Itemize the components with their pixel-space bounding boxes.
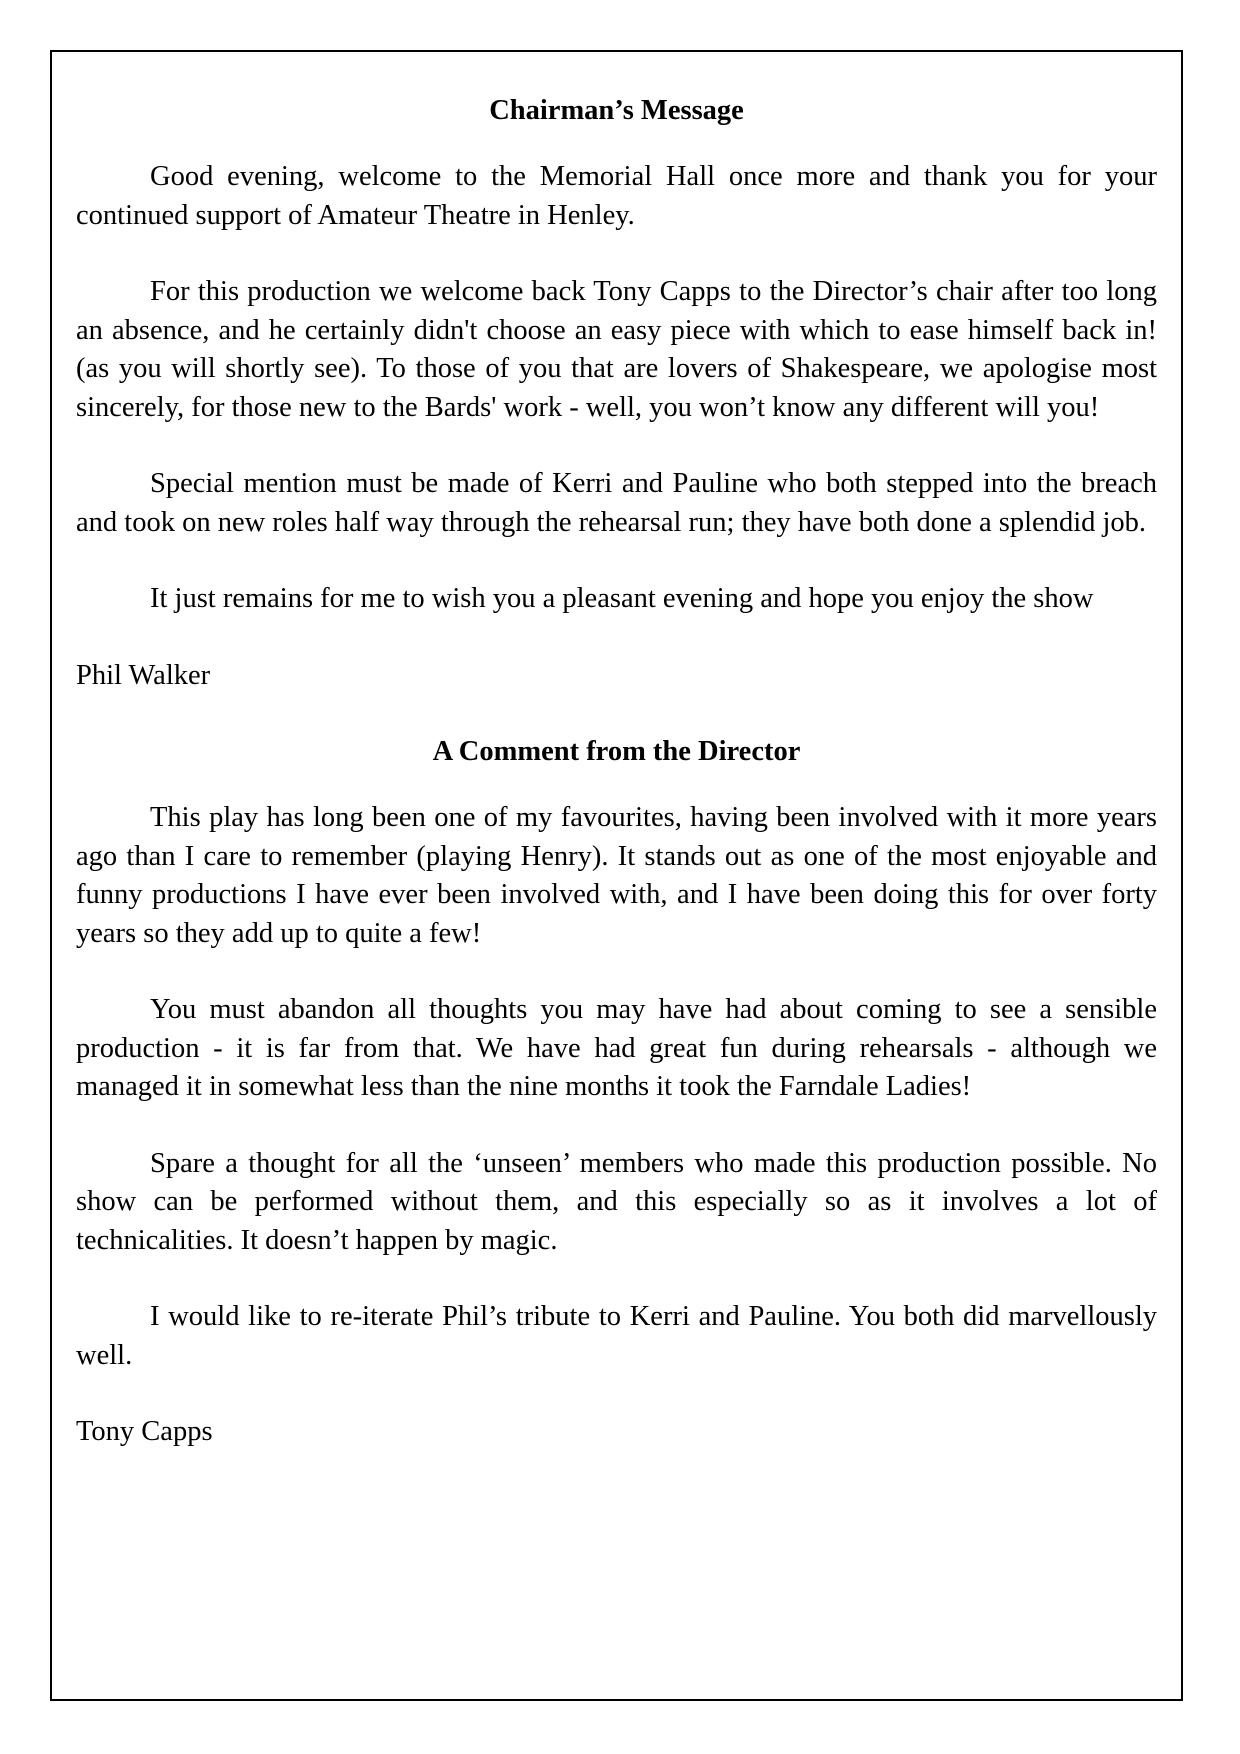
director-signature: Tony Capps: [76, 1416, 213, 1447]
chairman-paragraph-4: It just remains for me to wish you a pleasant evening and hope you enjoy the show: [150, 583, 1094, 614]
chairman-signature: Phil Walker: [76, 659, 211, 691]
page-border: [50, 50, 1183, 1701]
chairman-paragraph-3: Special mention must be made of Kerri and Pauline who both stepped into the breach and took on new roles half way through the rehearsal run; they have both done a splendid job.: [76, 468, 1157, 538]
director-paragraph-1: This play has long been one of my favourites, having been involved with it more years ago than I care to remember (playing Henry). It stands out as one of the most enjoyable and funny productions I have ever been involved with, and I have been doing this for over forty years so they add up to quite a few!: [76, 802, 1157, 949]
director-comment-title: A Comment from the Director: [432, 736, 801, 767]
chairman-message-title: Chairman’s Message: [489, 95, 744, 126]
chairman-paragraph-1: Good evening, welcome to the Memorial Hall once more and thank you for your continued support of Amateur Theatre in Henley.: [76, 161, 1157, 231]
director-paragraph-2: You must abandon all thoughts you may have had about coming to see a sensible production - it is far from that. We have had great fun during rehearsals - although we managed it in somewhat less than the nine months it took the Farndale Ladies!: [76, 994, 1157, 1102]
director-comment-section: [76, 733, 1157, 1452]
director-paragraph-4: I would like to re-iterate Phil’s tribute to Kerri and Pauline. You both did marvellously well.: [76, 1301, 1157, 1371]
chairman-message-section: [76, 92, 1157, 695]
page-content: [76, 92, 1157, 1490]
chairman-paragraph-2: For this production we welcome back Tony Capps to the Director’s chair after too long an absence, and he certainly didn't choose an easy piece with which to ease himself back in! (as you will shortly see). To those of you that are lovers of Shakespeare, we apologise most sincerely, for those new to the Bards' work - well, you won’t know any different will you!: [76, 276, 1157, 423]
director-paragraph-3: Spare a thought for all the ‘unseen’ members who made this production possible. No show can be performed without them, and this especially so as it involves a lot of technicalities. It doesn’t happen by magic.: [76, 1147, 1157, 1256]
